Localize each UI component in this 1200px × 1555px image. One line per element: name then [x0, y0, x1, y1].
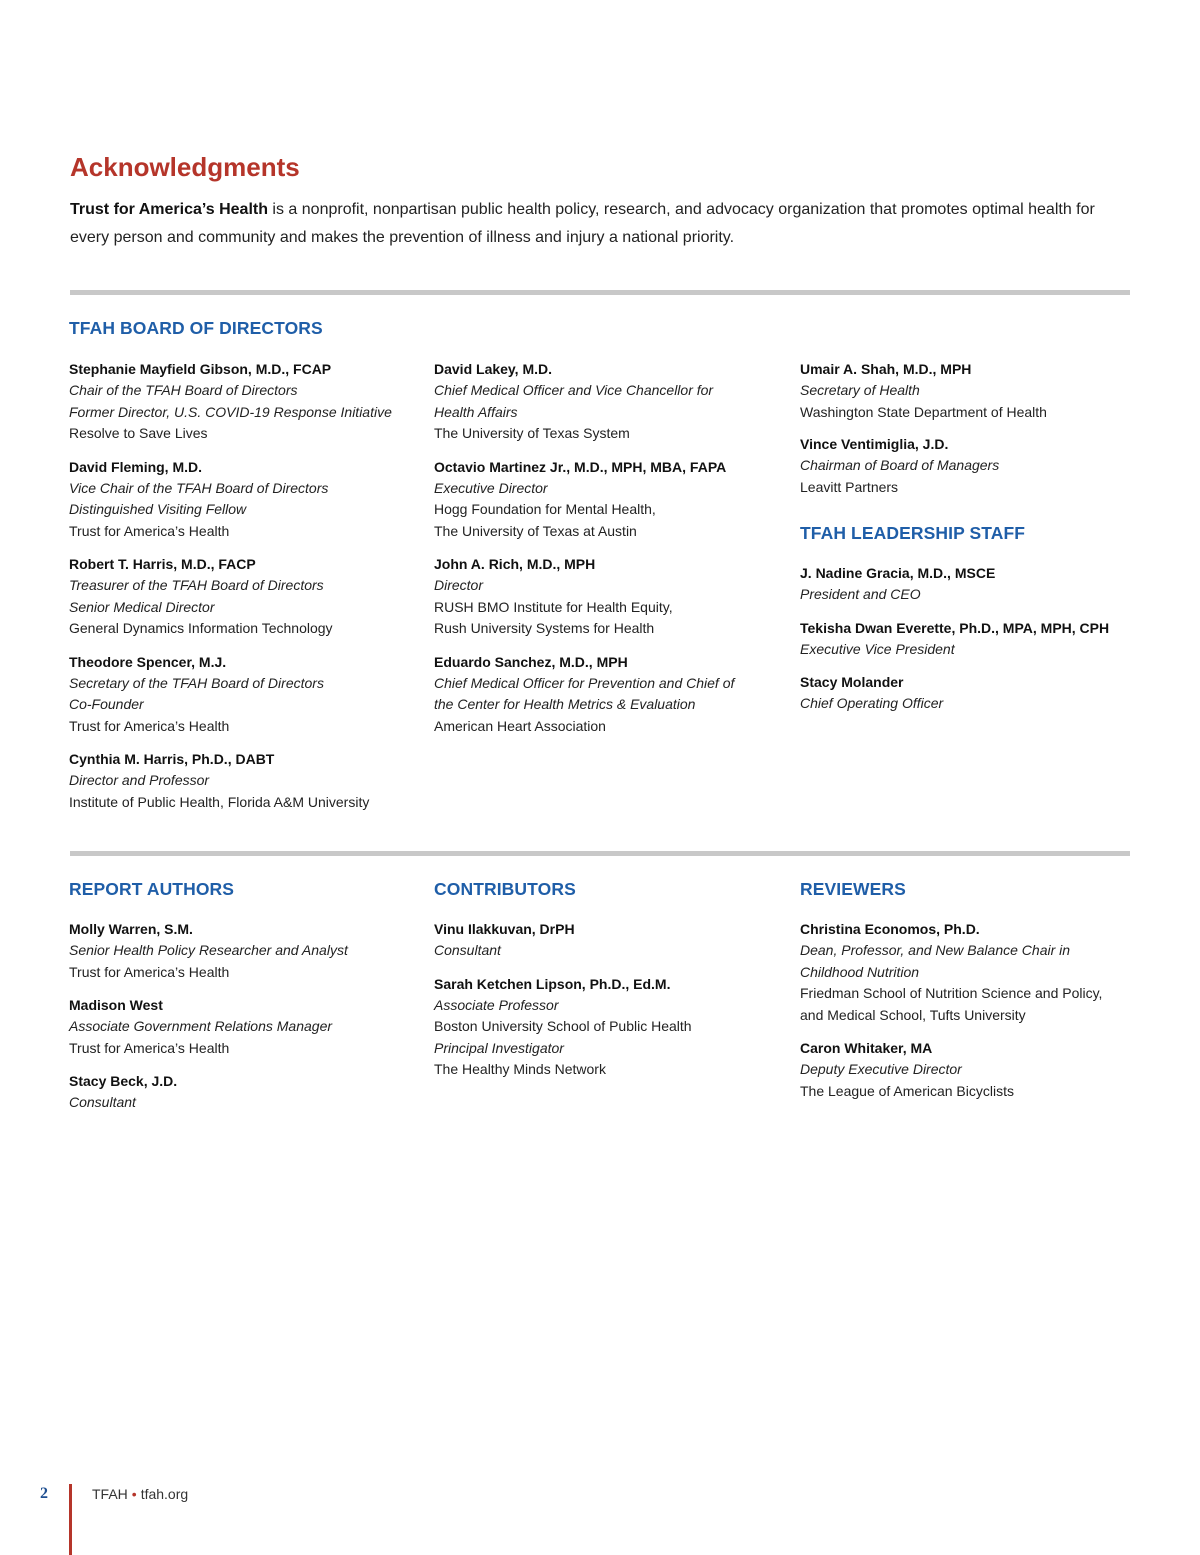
- person-name: Vinu Ilakkuvan, DrPH: [434, 921, 575, 937]
- person-title: Associate Government Relations Manager: [69, 1018, 333, 1034]
- person-name: Theodore Spencer, M.J.: [69, 653, 227, 670]
- person-entry: [800, 434, 1145, 498]
- board-column-1: [69, 359, 414, 813]
- person-affiliation: and Medical School, Tufts University: [800, 1006, 1026, 1023]
- section-divider: [70, 290, 1130, 295]
- person-title: Deputy Executive Director: [800, 1061, 962, 1077]
- person-name: Sarah Ketchen Lipson, Ph.D., Ed.M.: [434, 975, 671, 992]
- person-affiliation: The League of American Bicyclists: [800, 1082, 1014, 1099]
- person-title: Secretary of Health: [800, 382, 920, 398]
- person-affiliation: Trust for America’s Health: [69, 1039, 230, 1056]
- person-name: J. Nadine Gracia, M.D., MSCE: [800, 565, 996, 581]
- person-title: Associate Professor: [434, 996, 559, 1013]
- footer-bullet: •: [131, 1486, 137, 1502]
- person-title: the Center for Health Metrics & Evaluation: [434, 696, 696, 712]
- contributors-column: [434, 919, 779, 1081]
- person-name: David Fleming, M.D.: [69, 458, 203, 475]
- person-title: Chairman of Board of Managers: [800, 457, 1000, 473]
- footer-org: TFAH: [92, 1486, 128, 1502]
- person-title: Chief Operating Officer: [800, 695, 944, 711]
- person-name: Octavio Martinez Jr., M.D., MPH, MBA, FAPA: [434, 458, 727, 475]
- reviewers-heading: REVIEWERS: [800, 879, 906, 899]
- person-name: Eduardo Sanchez, M.D., MPH: [434, 653, 628, 670]
- person-entry: [69, 652, 414, 738]
- person-affiliation: American Heart Association: [434, 717, 606, 734]
- person-title: Chair of the TFAH Board of Directors: [69, 382, 298, 398]
- person-name: Stacy Molander: [800, 674, 904, 690]
- person-title: Co-Founder: [69, 696, 144, 712]
- person-affiliation: The Healthy Minds Network: [434, 1061, 606, 1077]
- intro-org-name: Trust for America’s Health: [70, 201, 268, 218]
- person-entry: [800, 1038, 1145, 1102]
- person-entry: [800, 919, 1145, 1026]
- person-affiliation: Institute of Public Health, Florida A&M University: [69, 793, 370, 810]
- person-name: Christina Economos, Ph.D.: [800, 921, 980, 937]
- intro-paragraph: [70, 196, 1130, 252]
- person-name: Tekisha Dwan Everette, Ph.D., MPA, MPH, CPH: [800, 619, 1110, 636]
- leadership-heading: TFAH LEADERSHIP STAFF: [800, 523, 1026, 543]
- page-title: Acknowledgments: [70, 152, 300, 182]
- board-column-2: [434, 359, 779, 737]
- person-affiliation: Friedman School of Nutrition Science and Policy,: [800, 985, 1103, 1001]
- person-entry: [800, 672, 1145, 715]
- person-name: Stephanie Mayfield Gibson, M.D., FCAP: [69, 361, 332, 377]
- person-name: John A. Rich, M.D., MPH: [434, 556, 596, 572]
- footer-credit: [92, 1486, 188, 1502]
- person-title: Principal Investigator: [434, 1039, 564, 1056]
- person-title: Former Director, U.S. COVID-19 Response Initiative: [69, 403, 392, 420]
- person-entry: [69, 919, 414, 983]
- person-entry: [434, 359, 779, 445]
- reviewers-column: [800, 919, 1145, 1102]
- person-entry: [800, 563, 1145, 606]
- person-title: Dean, Professor, and New Balance Chair in: [800, 942, 1071, 958]
- person-affiliation: Washington State Department of Health: [800, 403, 1047, 420]
- authors-column: [69, 919, 414, 1114]
- person-title: Consultant: [69, 1094, 136, 1110]
- person-title: Childhood Nutrition: [800, 963, 920, 980]
- person-entry: [800, 359, 1145, 423]
- person-name: Stacy Beck, J.D.: [69, 1073, 178, 1089]
- person-name: Caron Whitaker, MA: [800, 1040, 933, 1056]
- person-title: Senior Medical Director: [69, 598, 215, 615]
- person-affiliation: Trust for America’s Health: [69, 522, 230, 539]
- person-affiliation: Boston University School of Public Health: [434, 1018, 692, 1034]
- person-affiliation: The University of Texas System: [434, 425, 630, 441]
- person-affiliation: Hogg Foundation for Mental Health,: [434, 501, 656, 517]
- person-name: Madison West: [69, 997, 163, 1013]
- person-name: Molly Warren, S.M.: [69, 921, 193, 937]
- board-heading: TFAH BOARD OF DIRECTORS: [69, 318, 323, 338]
- person-entry: [434, 652, 779, 738]
- board-column-3: [800, 359, 1145, 498]
- person-title: Secretary of the TFAH Board of Directors: [69, 674, 324, 691]
- person-title: Senior Health Policy Researcher and Analyst: [69, 942, 348, 958]
- section-divider: [70, 851, 1130, 856]
- person-entry: [434, 457, 779, 543]
- person-name: Robert T. Harris, M.D., FACP: [69, 556, 256, 572]
- person-entry: [434, 919, 779, 962]
- person-affiliation: Trust for America’s Health: [69, 963, 230, 980]
- authors-heading: REPORT AUTHORS: [69, 879, 235, 899]
- person-title: Vice Chair of the TFAH Board of Directors: [69, 479, 329, 496]
- person-title: President and CEO: [800, 586, 921, 602]
- person-title: Consultant: [434, 942, 501, 958]
- person-title: Director and Professor: [69, 772, 210, 788]
- person-entry: [69, 457, 414, 543]
- person-affiliation: The University of Texas at Austin: [434, 522, 637, 539]
- person-name: Umair A. Shah, M.D., MPH: [800, 361, 972, 377]
- person-entry: [69, 1071, 414, 1114]
- person-title: Director: [434, 577, 484, 593]
- person-affiliation: RUSH BMO Institute for Health Equity,: [434, 598, 673, 615]
- person-title: Treasurer of the TFAH Board of Directors: [69, 577, 324, 593]
- person-entry: [434, 554, 779, 640]
- person-entry: [434, 974, 779, 1081]
- person-affiliation: Rush University Systems for Health: [434, 620, 655, 636]
- person-entry: [800, 618, 1145, 661]
- person-title: Distinguished Visiting Fellow: [69, 501, 247, 517]
- person-affiliation: Trust for America’s Health: [69, 717, 230, 734]
- intro-text: is a nonprofit, nonpartisan public health policy, research, and advocacy organization that promotes optimal health for every person and community and makes the prevention of illness and injury a national priority.: [70, 201, 1095, 246]
- page-number: 2: [40, 1485, 48, 1502]
- person-title: Chief Medical Officer and Vice Chancellor for: [434, 382, 714, 398]
- person-title: Executive Vice President: [800, 640, 955, 657]
- person-title: Executive Director: [434, 479, 548, 496]
- person-name: Vince Ventimiglia, J.D.: [800, 436, 949, 452]
- person-affiliation: Leavitt Partners: [800, 478, 899, 495]
- person-entry: [69, 359, 414, 445]
- person-entry: [69, 995, 414, 1059]
- person-affiliation: Resolve to Save Lives: [69, 425, 208, 441]
- footer-site-link[interactable]: tfah.org: [140, 1486, 189, 1502]
- person-name: Cynthia M. Harris, Ph.D., DABT: [69, 751, 275, 767]
- person-name: David Lakey, M.D.: [434, 361, 553, 377]
- leadership-column: [800, 563, 1145, 715]
- person-title: Chief Medical Officer for Prevention and Chief of: [434, 674, 735, 691]
- person-title: Health Affairs: [434, 403, 518, 420]
- footer-accent-bar: [69, 1484, 72, 1555]
- person-affiliation: General Dynamics Information Technology: [69, 620, 333, 636]
- person-entry: [69, 554, 414, 640]
- person-entry: [69, 749, 414, 813]
- contributors-heading: CONTRIBUTORS: [434, 879, 576, 899]
